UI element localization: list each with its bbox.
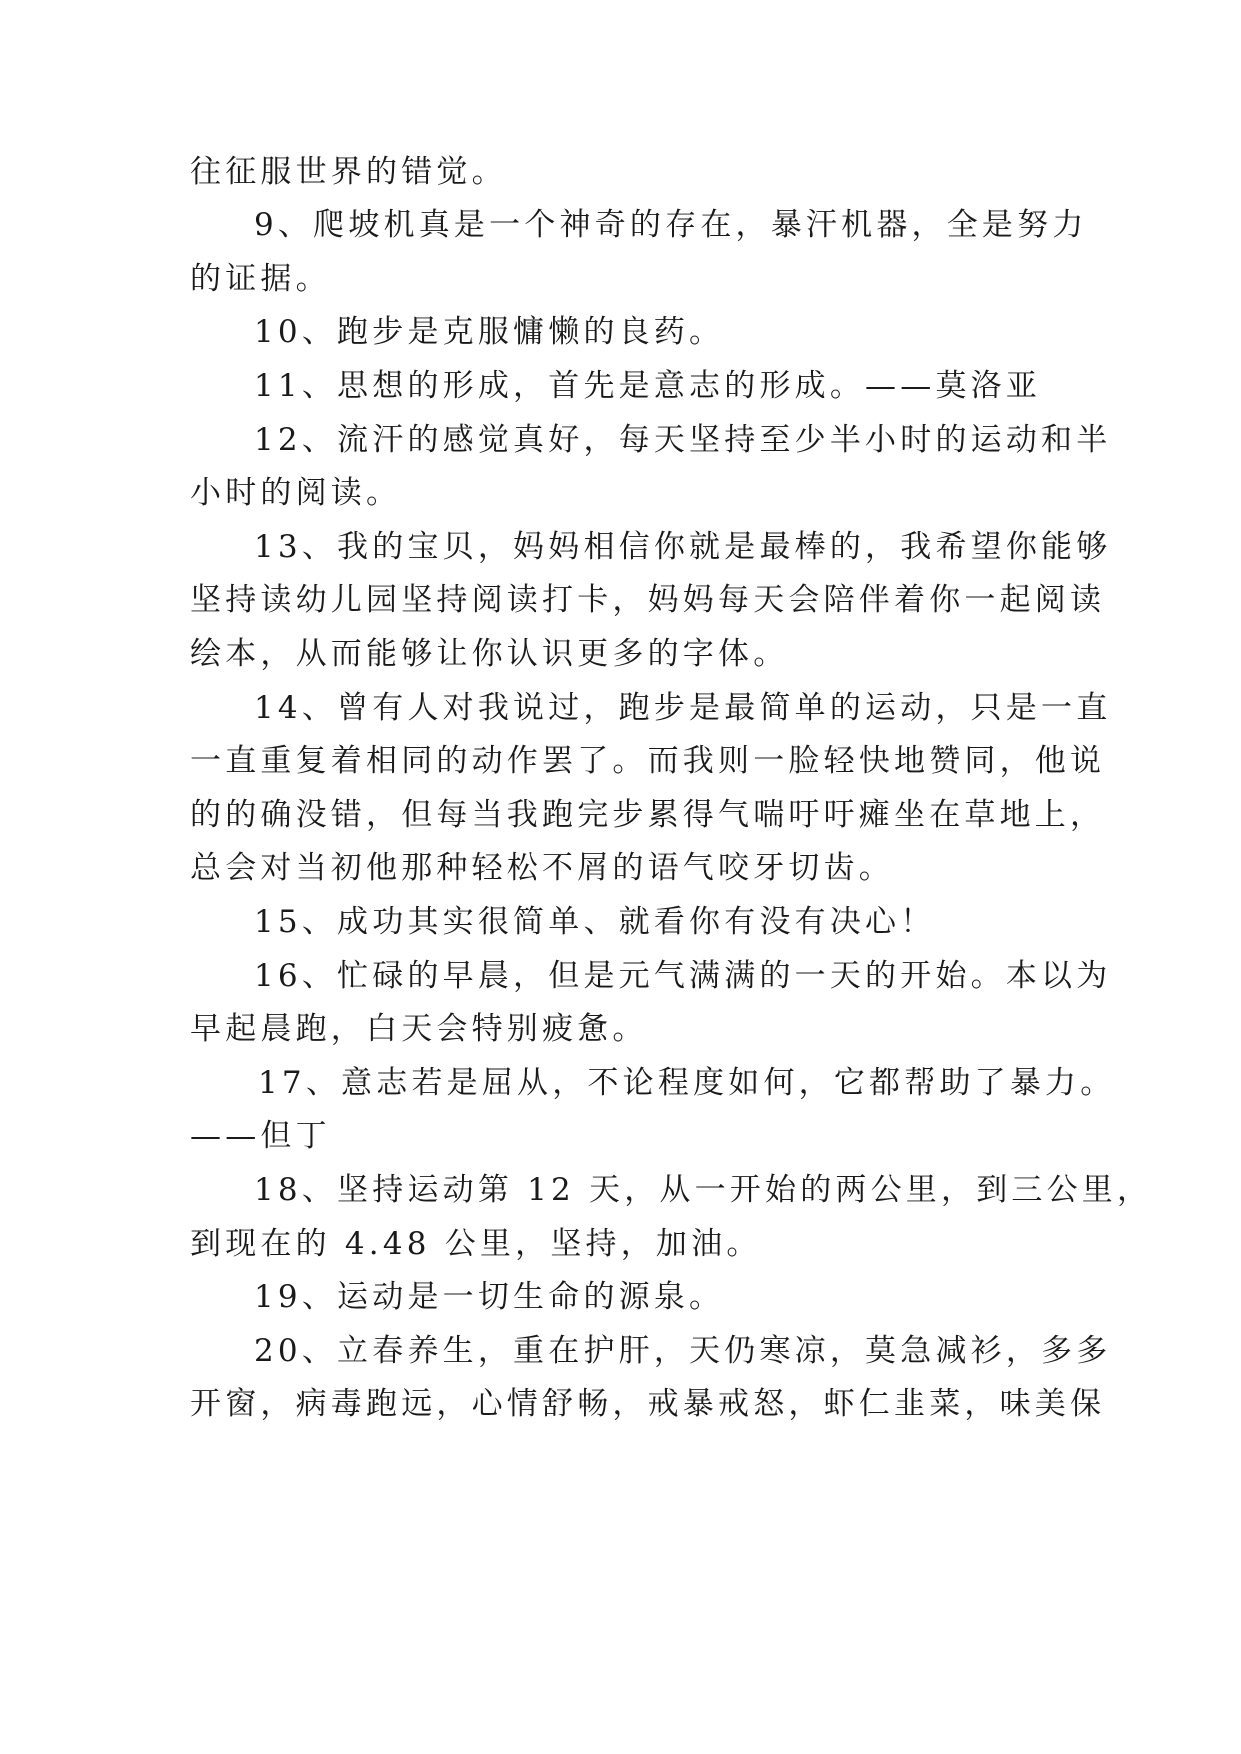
text-line: 到现在的 4.48 公里，坚持，加油。: [190, 1226, 762, 1262]
text-line: 一直重复着相同的动作罢了。而我则一脸轻快地赞同，他说: [190, 743, 1106, 779]
text-line: 小时的阅读。: [190, 475, 402, 511]
text-line: 开窗，病毒跑远，心情舒畅，戒暴戒怒，虾仁韭菜，味美保: [190, 1386, 1106, 1422]
list-item-15: 15、成功其实很简单、就看你有没有决心！: [254, 904, 936, 940]
text-line: 绘本，从而能够让你认识更多的字体。: [190, 636, 789, 672]
list-item-17: 17、意志若是屈从，不论程度如何，它都帮助了暴力。: [258, 1065, 1116, 1101]
text-line: 的证据。: [190, 261, 331, 297]
list-item-10: 10、跑步是克服慵懒的良药。: [254, 314, 725, 350]
text-line: 早起晨跑，白天会特别疲惫。: [190, 1011, 648, 1047]
list-item-9: 9、爬坡机真是一个神奇的存在，暴汗机器，全是努力: [254, 207, 1088, 243]
list-item-11: 11、思想的形成，首先是意志的形成。——莫洛亚: [254, 368, 1042, 404]
text-line: 坚持读幼儿园坚持阅读打卡，妈妈每天会陪伴着你一起阅读: [190, 582, 1106, 618]
text-line: 总会对当初他那种轻松不屑的语气咬牙切齿。: [190, 850, 894, 886]
text-line: 往征服世界的错觉。: [190, 154, 507, 190]
text-line: 的的确没错，但每当我跑完步累得气喘吁吁瘫坐在草地上，: [190, 797, 1106, 833]
text-line: ——但丁: [190, 1118, 331, 1154]
list-item-14: 14、曾有人对我说过，跑步是最简单的运动，只是一直: [254, 690, 1112, 726]
list-item-12: 12、流汗的感觉真好，每天坚持至少半小时的运动和半: [254, 422, 1112, 458]
list-item-19: 19、运动是一切生命的源泉。: [254, 1279, 725, 1315]
list-item-20: 20、立春养生，重在护肝，天仍寒凉，莫急减衫，多多: [254, 1333, 1112, 1369]
list-item-13: 13、我的宝贝，妈妈相信你就是最棒的，我希望你能够: [254, 529, 1112, 565]
list-item-18: 18、坚持运动第 12 天，从一开始的两公里，到三公里，: [254, 1172, 1153, 1208]
list-item-16: 16、忙碌的早晨，但是元气满满的一天的开始。本以为: [254, 958, 1112, 994]
